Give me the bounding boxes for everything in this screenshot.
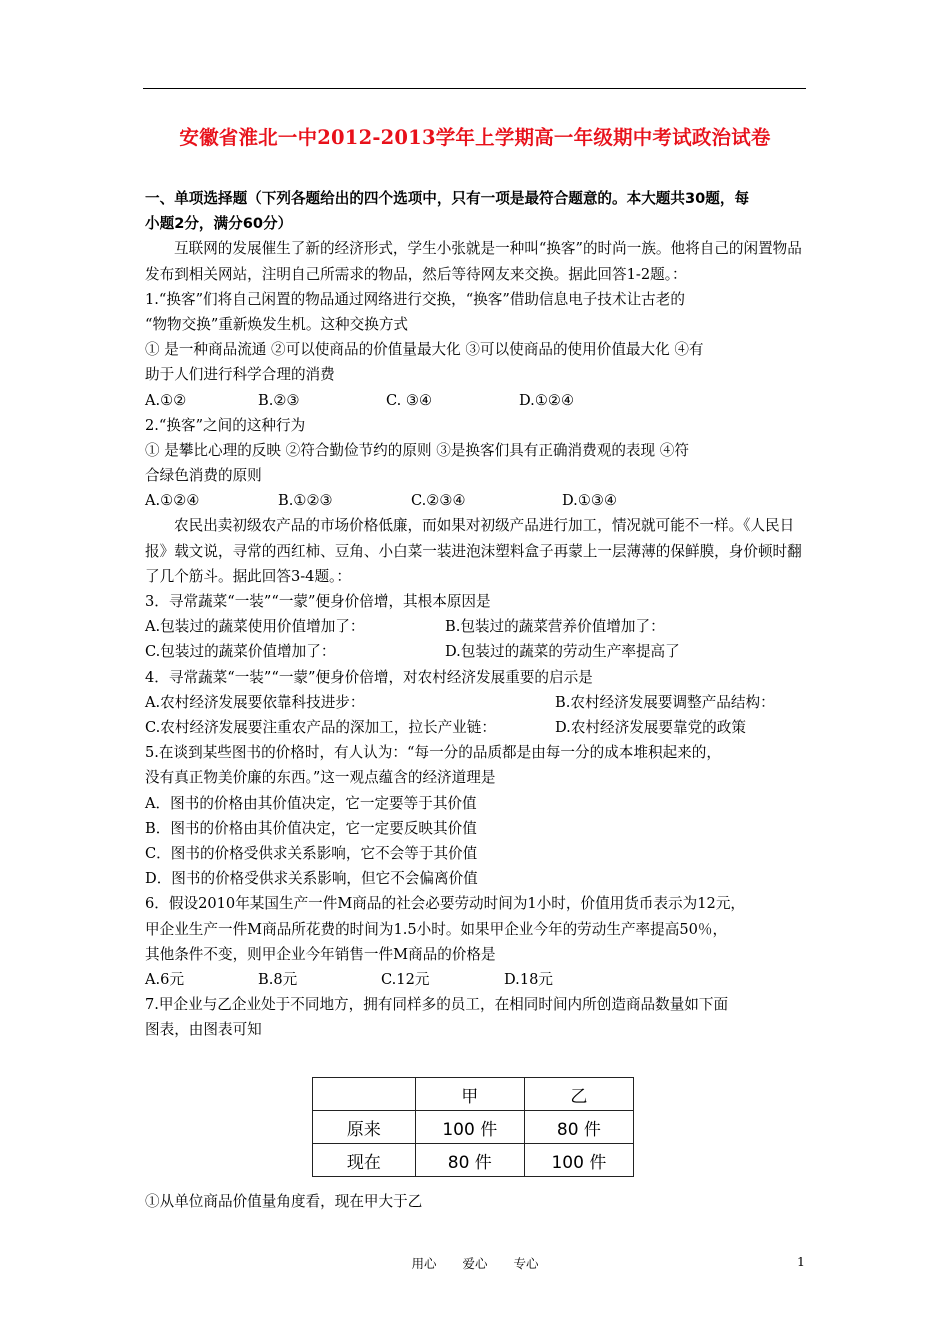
q1-items-cont: 助于人们进行科学合理的消费 xyxy=(145,366,335,384)
q7-stem: 7.甲企业与乙企业处于不同地方，拥有同样多的员工，在相同时间内所创造商品数量如下面 xyxy=(145,996,729,1014)
q5-stem-cont: 没有真正物美价廉的东西。”这一观点蕴含的经济道理是 xyxy=(145,769,496,787)
q2-items: ① 是攀比心理的反映 ②符合勤俭节约的原则 ③是换客们具有正确消费观的表现 ④符 xyxy=(145,441,689,459)
q4-option-c: C.农村经济发展要注重农产品的深加工，拉长产业链： xyxy=(145,719,496,737)
q3-stem: 3．寻常蔬菜“一装”“一蒙”便身价倍增，其根本原因是 xyxy=(145,593,491,611)
q2-option-c: C.②③④ xyxy=(411,492,466,510)
document-body xyxy=(145,186,807,1042)
q6-option-a: A.6元 xyxy=(145,970,185,988)
q6-option-b: B.8元 xyxy=(258,970,298,988)
table-cell: 100 件 xyxy=(524,1144,633,1177)
q5-option-b: B．图书的价格由其价值决定，它一定要反映其价值 xyxy=(145,819,477,837)
q6-stem-cont: 甲企业生产一件M商品所花费的时间为1.5小时。如果甲企业今年的劳动生产率提高50％， xyxy=(145,920,728,938)
q4-option-b: B.农村经济发展要调整产品结构： xyxy=(555,693,775,711)
passage-2: 农民出卖初级农产品的市场价格低廉，而如果对初级产品进行加工，情况就可能不一样。《人民日报》载文说，寻常的西红柿、豆角、小白菜一装进泡沫塑料盒子再蒙上一层薄薄的保鲜膜，身价顿时翻了几个筋斗。据此回答3-4题。： xyxy=(145,517,802,585)
q1-stem: 1.“换客”们将自己闲置的物品通过网络进行交换，“换客”借助信息电子技术让古老的 xyxy=(145,290,685,308)
q2-option-d: D.①③④ xyxy=(562,492,618,510)
table-row xyxy=(313,1144,634,1177)
q4-option-d: D.农村经济发展要靠党的政策 xyxy=(555,719,746,737)
table-cell xyxy=(313,1078,416,1111)
q3-option-d: D.包装过的蔬菜的劳动生产率提高了 xyxy=(445,643,680,661)
section-heading-cont: 小题2分，满分60分） xyxy=(145,215,293,233)
q4-options-row2 xyxy=(145,715,807,740)
q6-stem-cont2: 其他条件不变，则甲企业今年销售一件M商品的价格是 xyxy=(145,945,496,963)
q4-options-row1 xyxy=(145,690,807,715)
passage-1: 互联网的发展催生了新的经济形式，学生小张就是一种叫“换客”的时尚一族。他将自己的闲置物品发布到相关网站，注明自己所需求的物品，然后等待网友来交换。据此回答1-2题。： xyxy=(145,240,802,283)
q4-option-a: A.农村经济发展要依靠科技进步： xyxy=(145,693,365,711)
table-cell: 80 件 xyxy=(415,1144,524,1177)
header-rule xyxy=(143,88,806,89)
q7-item-1: ①从单位商品价值量角度看，现在甲大于乙 xyxy=(145,1193,423,1210)
document-title: 安徽省淮北一中2012-2013学年上学期高一年级期中考试政治试卷 xyxy=(179,126,771,149)
q3-option-b: B.包装过的蔬菜营养价值增加了： xyxy=(445,618,665,636)
q6-option-c: C.12元 xyxy=(381,970,430,988)
table-cell: 现在 xyxy=(313,1144,416,1177)
q4-stem: 4．寻常蔬菜“一装”“一蒙”便身价倍增，对农村经济发展重要的启示是 xyxy=(145,668,593,686)
q7-stem-cont: 图表，由图表可知 xyxy=(145,1021,262,1039)
q1-option-d: D.①②④ xyxy=(519,391,575,409)
table-cell: 100 件 xyxy=(415,1111,524,1144)
q1-option-a: A.①② xyxy=(145,391,187,409)
q1-option-c: C. ③④ xyxy=(386,391,433,409)
page-footer: 用心 爱心 专心 xyxy=(411,1256,539,1271)
q2-items-cont: 合绿色消费的原则 xyxy=(145,467,262,485)
table-cell: 原来 xyxy=(313,1111,416,1144)
section-heading: 一、单项选择题（下列各题给出的四个选项中，只有一项是最符合题意的。本大题共30题，每 xyxy=(145,190,750,207)
q3-option-c: C.包装过的蔬菜价值增加了： xyxy=(145,643,336,661)
q5-stem: 5.在谈到某些图书的价格时，有人认为：“每一分的品质都是由每一分的成本堆积起来的， xyxy=(145,744,721,762)
table-row xyxy=(313,1111,634,1144)
q5-option-a: A．图书的价格由其价值决定，它一定要等于其价值 xyxy=(145,794,477,812)
table-header-row xyxy=(313,1078,634,1111)
q3-options-row1 xyxy=(145,614,807,639)
q3-option-a: A.包装过的蔬菜使用价值增加了： xyxy=(145,618,365,636)
q3-options-row2 xyxy=(145,639,807,664)
page-number: 1 xyxy=(797,1254,805,1269)
q2-stem: 2.“换客”之间的这种行为 xyxy=(145,416,306,434)
q5-option-d: D．图书的价格受供求关系影响，但它不会偏离价值 xyxy=(145,870,478,888)
q2-options xyxy=(145,488,807,513)
q1-stem-cont: “物物交换”重新焕发生机。这种交换方式 xyxy=(145,315,409,333)
q6-option-d: D.18元 xyxy=(504,970,553,988)
q7-table xyxy=(312,1077,634,1177)
q1-options xyxy=(145,388,807,413)
q1-option-b: B.②③ xyxy=(258,391,300,409)
q6-stem: 6．假设2010年某国生产一件M商品的社会必要劳动时间为1小时，价值用货币表示为12元， xyxy=(145,895,746,913)
table-cell: 80 件 xyxy=(524,1111,633,1144)
q6-options xyxy=(145,967,807,992)
q2-option-b: B.①②③ xyxy=(278,492,333,510)
q1-items: ① 是一种商品流通 ②可以使商品的价值量最大化 ③可以使商品的使用价值最大化 ④有 xyxy=(145,341,704,359)
table-cell: 甲 xyxy=(415,1078,524,1111)
table-cell: 乙 xyxy=(524,1078,633,1111)
q2-option-a: A.①②④ xyxy=(145,492,200,510)
q5-option-c: C．图书的价格受供求关系影响，它不会等于其价值 xyxy=(145,844,478,862)
